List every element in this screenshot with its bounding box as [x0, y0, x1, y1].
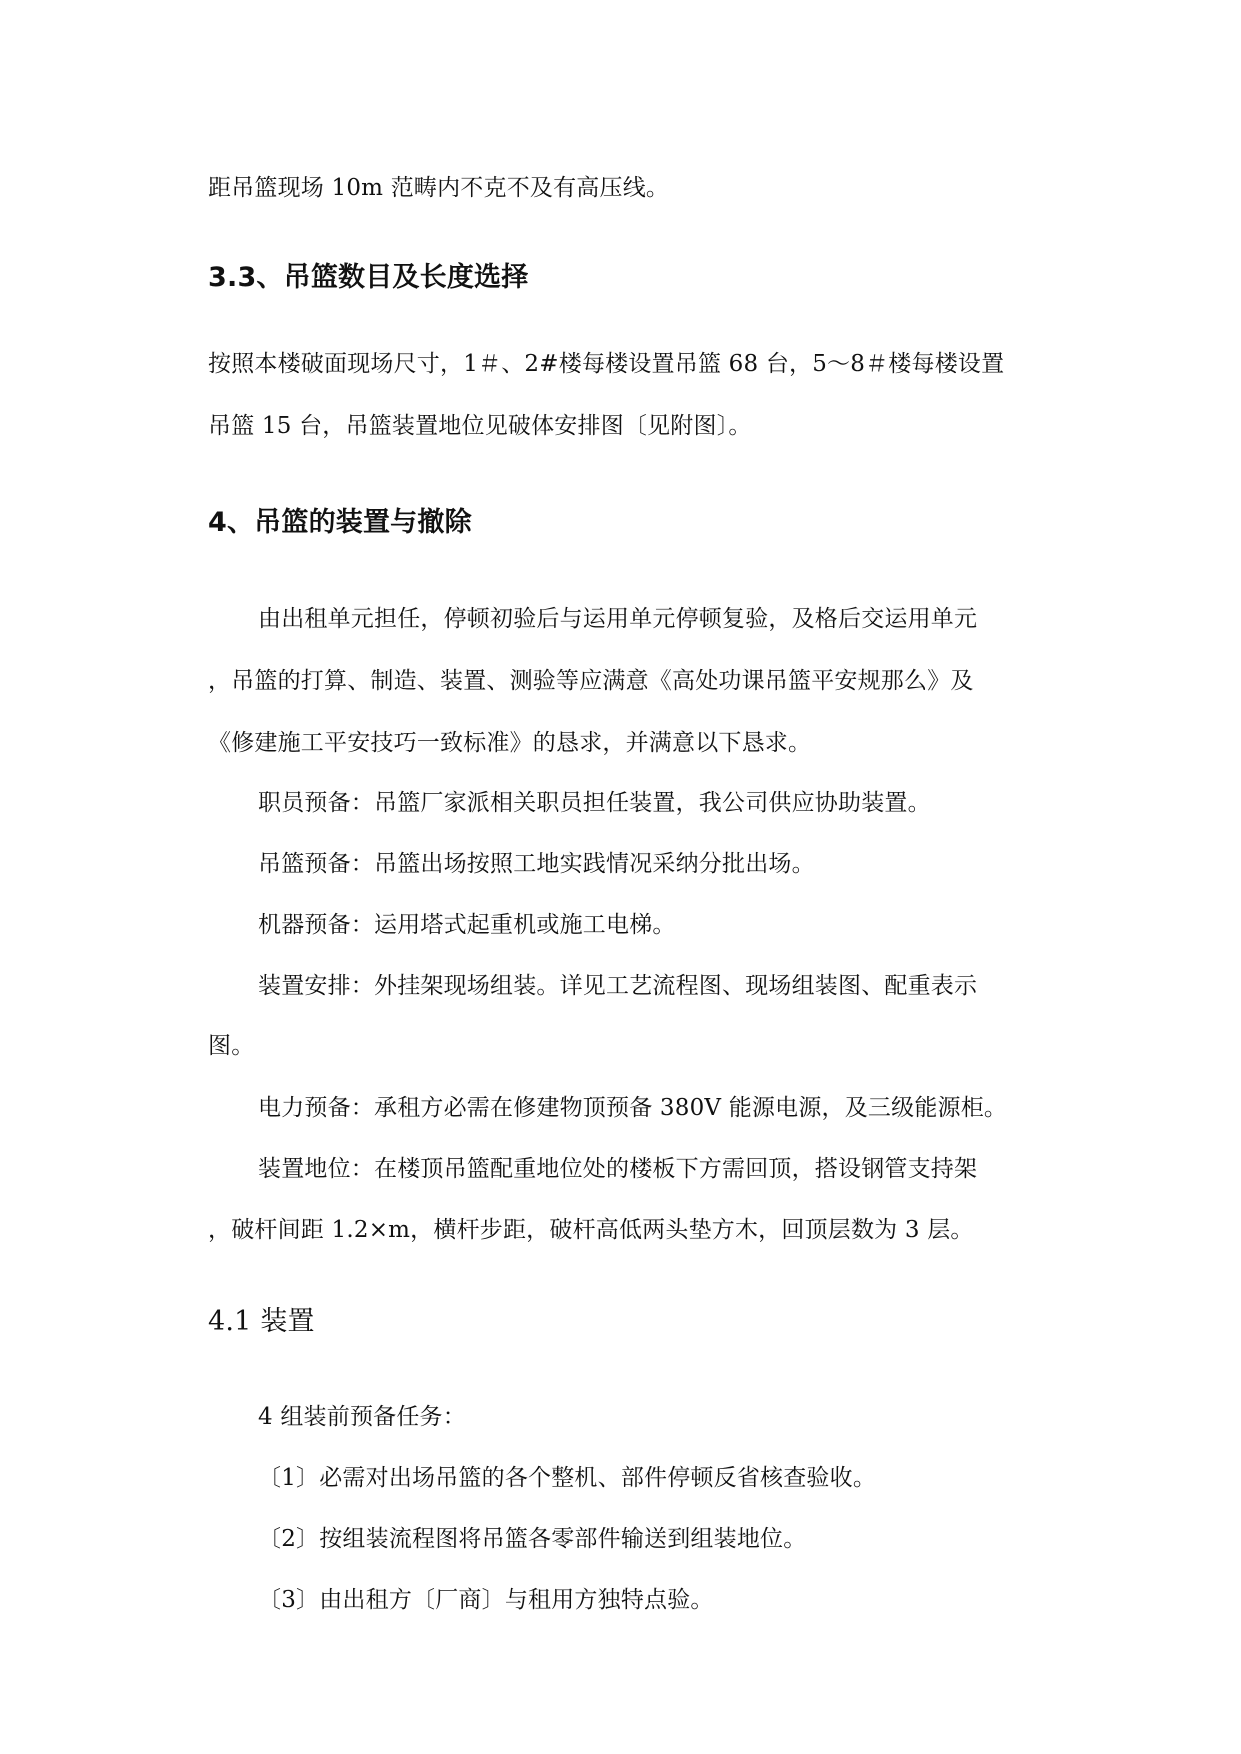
paragraph-line: ，破杆间距 1.2×m，横杆步距，破杆高低两头垫方木，回顶层数为 3 层。: [208, 1217, 974, 1243]
list-item: 〔3〕由出租方〔厂商〕与租用方独特点验。: [258, 1587, 714, 1613]
paragraph-line: 电力预备：承租方必需在修建物顶预备 380V 能源电源，及三级能源柜。: [258, 1095, 1008, 1121]
paragraph-line: 吊篮预备：吊篮出场按照工地实践情况采纳分批出场。: [258, 851, 815, 877]
paragraph-line: 职员预备：吊篮厂家派相关职员担任装置，我公司供应协助装置。: [258, 790, 931, 816]
paragraph-line: 装置安排：外挂架现场组装。详见工艺流程图、现场组装图、配重表示: [258, 973, 978, 999]
paragraph-line: 图。: [208, 1033, 255, 1059]
list-item: 〔2〕按组装流程图将吊篮各零部件输送到组装地位。: [258, 1526, 807, 1552]
paragraph-line: ，吊篮的打算、制造、装置、测验等应满意《高处功课吊篮平安规那么》及: [208, 668, 974, 694]
section-heading-3-3: 3.3、吊篮数目及长度选择: [208, 262, 529, 293]
section-heading-4: 4、吊篮的装置与撤除: [208, 507, 472, 538]
paragraph-line: 由出租单元担任，停顿初验后与运用单元停顿复验，及格后交运用单元: [258, 606, 978, 632]
section-heading-4-1: 4.1 装置: [208, 1306, 315, 1337]
list-item: 〔1〕必需对出场吊篮的各个整机、部件停顿反省核查验收。: [258, 1465, 877, 1491]
paragraph-line: 吊篮 15 台，吊篮装置地位见破体安排图〔见附图〕。: [208, 413, 752, 439]
paragraph-line: 按照本楼破面现场尺寸，1＃、2#楼每楼设置吊篮 68 台，5～8＃楼每楼设置: [208, 351, 1005, 377]
paragraph-line: 装置地位：在楼顶吊篮配重地位处的楼板下方需回顶，搭设钢管支持架: [258, 1156, 978, 1182]
paragraph-line: 《修建施工平安技巧一致标准》的恳求，并满意以下恳求。: [208, 730, 812, 756]
paragraph-line: 距吊篮现场 10m 范畴内不克不及有高压线。: [208, 175, 670, 201]
paragraph-line: 机器预备：运用塔式起重机或施工电梯。: [258, 912, 676, 938]
paragraph-line: 4 组装前预备任务：: [258, 1404, 466, 1430]
